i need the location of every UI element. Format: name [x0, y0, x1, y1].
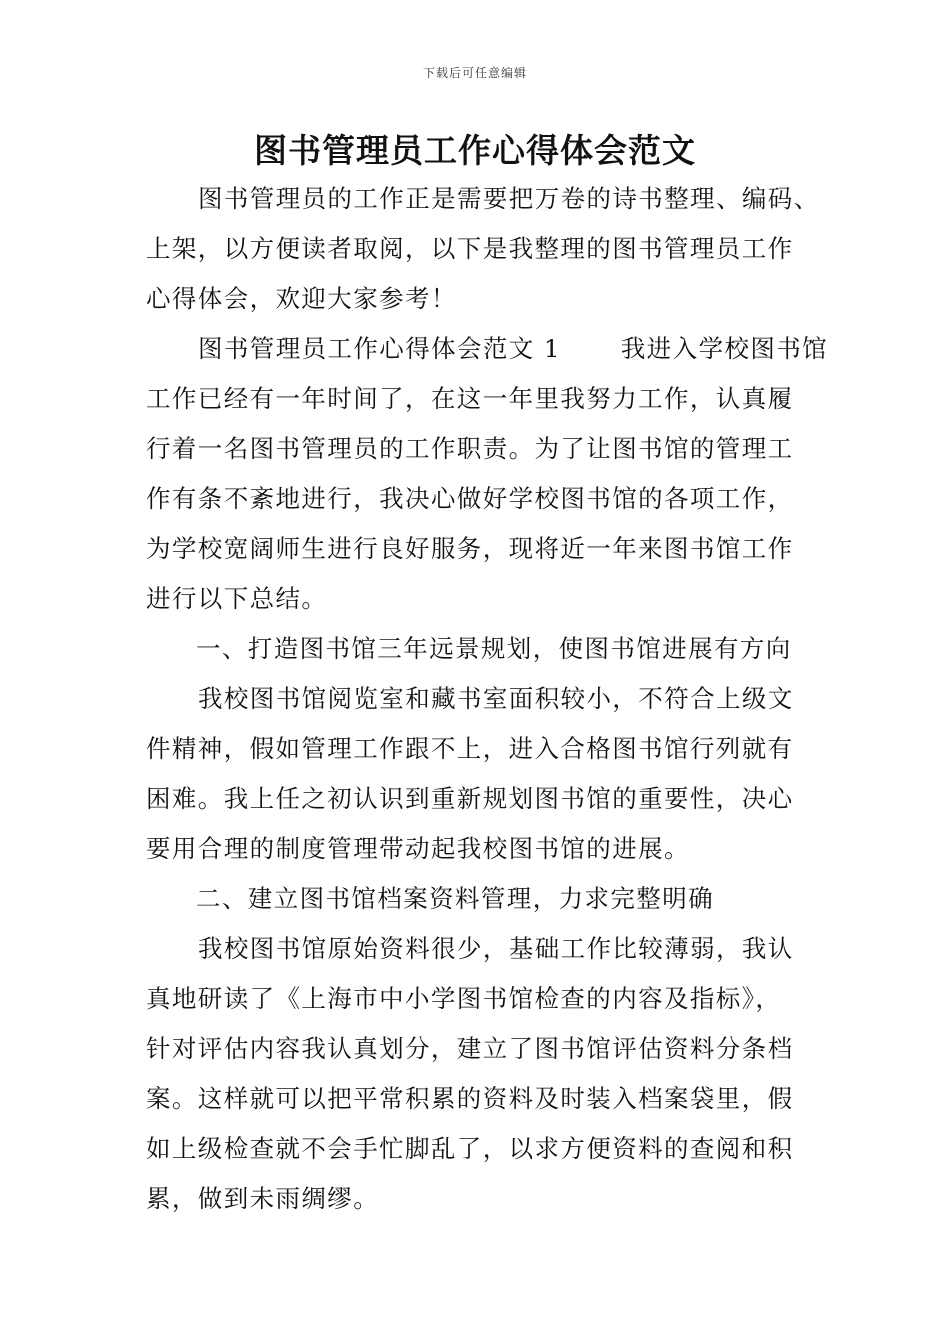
paragraph-text: 我进入学校图书馆	[620, 334, 829, 363]
paragraph-line: 进行以下总结。	[146, 584, 328, 613]
paragraph-line: 真地研读了《上海市中小学图书馆检查的内容及指标》，	[146, 984, 782, 1013]
paragraph-line: 上架，以方便读者取阅，以下是我整理的图书管理员工作	[146, 234, 794, 263]
paragraph-line: 作有条不紊地进行，我决心做好学校图书馆的各项工作，	[146, 484, 794, 513]
paragraph-line: 为学校宽阔师生进行良好服务，现将近一年来图书馆工作	[146, 534, 794, 563]
paragraph-line	[146, 324, 829, 374]
paragraph-line: 我校图书馆原始资料很少，基础工作比较薄弱，我认	[198, 934, 794, 963]
document-body	[146, 174, 829, 1224]
paragraph-line: 图书管理员的工作正是需要把万卷的诗书整理、编码、	[198, 184, 820, 213]
document-title: 图书管理员工作心得体会范文	[254, 131, 696, 170]
paragraph-line: 行着一名图书管理员的工作职责。为了让图书馆的管理工	[146, 434, 794, 463]
paragraph-line: 困难。我上任之初认识到重新规划图书馆的重要性，决心	[146, 784, 794, 813]
paragraph-line: 累，做到未雨绸缪。	[146, 1184, 380, 1213]
paragraph-line: 针对评估内容我认真划分，建立了图书馆评估资料分条档	[146, 1034, 794, 1063]
section-heading: 一、打造图书馆三年远景规划，使图书馆进展有方向	[196, 634, 792, 663]
section-heading: 图书管理员工作心得体会范文 1	[198, 334, 561, 363]
paragraph-line: 要用合理的制度管理带动起我校图书馆的进展。	[146, 834, 690, 863]
paragraph-line: 件精神，假如管理工作跟不上，进入合格图书馆行列就有	[146, 734, 794, 763]
paragraph-line: 如上级检查就不会手忙脚乱了，以求方便资料的查阅和积	[146, 1134, 794, 1163]
paragraph-line: 案。这样就可以把平常积累的资料及时装入档案袋里，假	[146, 1084, 794, 1113]
paragraph-line: 工作已经有一年时间了，在这一年里我努力工作，认真履	[146, 384, 794, 413]
paragraph-line: 心得体会，欢迎大家参考！	[146, 284, 457, 313]
page-header: 下载后可任意编辑	[422, 66, 527, 80]
paragraph-line: 我校图书馆阅览室和藏书室面积较小，不符合上级文	[198, 684, 794, 713]
section-heading: 二、建立图书馆档案资料管理，力求完整明确	[196, 884, 714, 913]
